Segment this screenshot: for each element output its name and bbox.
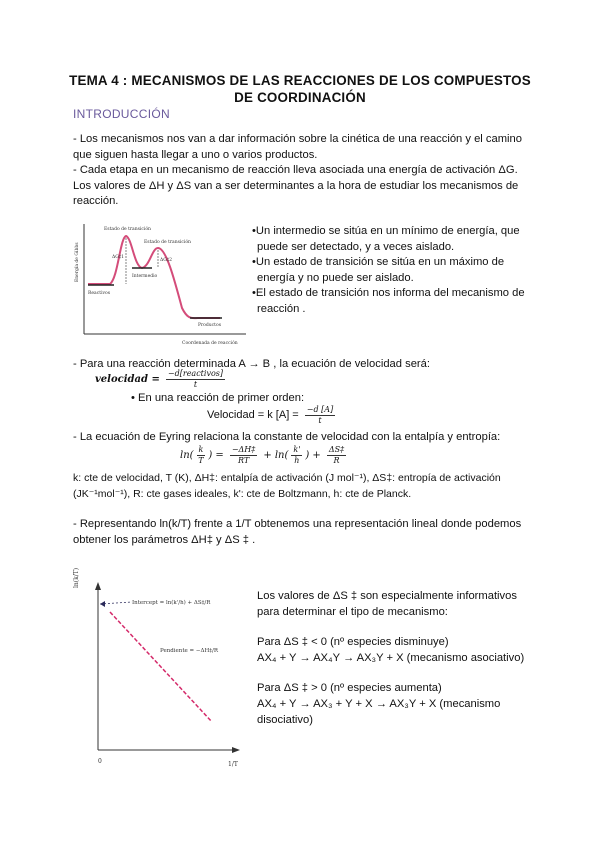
bullet-line: •Un estado de transición se sitúa en un máximo de (252, 256, 505, 269)
plot-y-arrow (95, 582, 101, 590)
k-over-t (197, 445, 206, 465)
ts2-label: Estado de transición (144, 240, 191, 245)
eyring-plot (70, 560, 245, 775)
plot-y-label: ln(k/T) (73, 567, 80, 588)
bullet-line: •El estado de transición nos informa del mecanismo de (252, 287, 525, 300)
eyring-intro: - La ecuación de Eyring relaciona la constante de velocidad con la entalpía y entropía: (73, 431, 501, 443)
entropy-term (327, 445, 346, 465)
entropy-line: para determinar el tipo de mecanismo: (257, 605, 448, 618)
entropy-den: R (333, 456, 340, 465)
boltzmann-den: h (294, 456, 300, 465)
boltzmann-term (291, 445, 302, 465)
intercept-arrowhead (100, 601, 105, 607)
enthalpy-term (230, 445, 257, 465)
y-axis-label: Energía de Gibbs (75, 242, 80, 282)
rate-fraction (166, 369, 225, 389)
eyring-ln-2: ln (274, 449, 285, 461)
enthalpy-den: RT (237, 456, 250, 465)
represent-paragraph (73, 517, 533, 548)
entropy-pos-eq: disociativo) (257, 713, 313, 726)
rate-equation (95, 369, 228, 389)
eyring-ln: ln (180, 449, 190, 461)
slope-label: Pendiente = −ΔH‡/R (160, 648, 219, 654)
first-order-denominator: t (318, 416, 322, 425)
first-order-numerator: −d [A] (306, 405, 334, 414)
dg2-label: ΔG‡2 (160, 258, 172, 263)
k-over-t-den: T (198, 456, 204, 465)
bullet-line: puede ser detectado, y a veces aislado. (257, 240, 455, 253)
regression-line (110, 612, 212, 722)
title-line-2: DE COORDINACIÓN (234, 90, 366, 105)
entropy-pos: Para ΔS ‡ > 0 (nº especies aumenta) (257, 682, 442, 695)
page-title (40, 72, 560, 106)
entropy-pos-eq: AX₄ + Y → AX₃ + Y + X → AX₃Y + X (mecanismo (257, 697, 501, 710)
intro-line: - Los mecanismos nos van a dar información sobre la cinética de una reacción y el camino (73, 133, 522, 145)
title-line-1: TEMA 4 : MECANISMOS DE LAS REACCIONES DE LOS COMPUESTOS (69, 73, 531, 88)
entropy-neg: Para ΔS ‡ < 0 (nº especies disminuye) (257, 636, 449, 649)
boltzmann-num: k' (293, 445, 301, 454)
eyring-legend (73, 471, 543, 502)
energy-diagram (70, 218, 250, 348)
x-axis-label: Coordenada de reacción (182, 341, 238, 346)
bullet-line: reacción . (257, 302, 306, 315)
rate-numerator: −d[reactivos] (167, 369, 224, 378)
legend-line: k: cte de velocidad, T (K), ΔH‡: entalpía de activación (J mol⁻¹), ΔS‡: entropía de activación (73, 472, 501, 484)
products-label: Productos (198, 323, 222, 328)
intro-line: Los valores de ΔH y ΔS van a ser determinantes a la hora de estudiar los mecanismos de (73, 179, 519, 192)
plot-x-arrow (232, 747, 240, 753)
reactants-label: Reactivos (88, 291, 111, 296)
legend-line: (JK⁻¹mol⁻¹), R: cte gases ideales, k': cte de Boltzmann, h: cte de Planck. (73, 487, 412, 500)
enthalpy-num: −ΔH‡ (231, 445, 256, 454)
eyring-equals: = (215, 449, 224, 461)
bullet-line: energía y no puede ser aislado. (257, 271, 414, 284)
represent-line: obtener los parámetros ΔH‡ y ΔS ‡ . (73, 533, 256, 546)
first-order-equation (207, 405, 338, 425)
first-order-fraction (305, 405, 335, 425)
intro-line: reacción. (73, 195, 119, 208)
intermediate-label: Intermedio (132, 274, 158, 279)
intro-line: que siguen hasta llegar a uno o varios productos. (73, 148, 318, 161)
ts1-label: Estado de transición (104, 227, 151, 232)
eyring-equation: ln( $\frac{k}{T}$ ) = $\frac{-\Delta H\ddagger}{RT}$ + ln( $\frac{k'}{h}$ ) + $\frac{\Delta S\ddagger}{R}$ (180, 445, 345, 465)
dg1-label: ΔG‡1 (112, 255, 124, 260)
intro-line: - Cada etapa en un mecanismo de reacción lleva asociada una energía de activación ΔG. (73, 164, 518, 177)
plot-x-label: 1/T (228, 761, 238, 768)
first-order-lhs: Velocidad = k [A] = (207, 408, 299, 421)
entropy-line: Los valores de ΔS ‡ son especialmente informativos (257, 590, 517, 602)
represent-line: - Representando ln(k/T) frente a 1/T obtenemos una representación lineal donde podemos (73, 518, 522, 530)
eyring-plus: + (263, 449, 272, 461)
rate-denominator: t (193, 380, 198, 389)
k-over-t-num: k (198, 445, 204, 454)
entropy-num: ΔS‡ (328, 445, 345, 454)
bullet-line: •Un intermedio se sitúa en un mínimo de energía, que (252, 225, 520, 237)
intro-paragraph (73, 132, 533, 210)
intercept-label: Intercept = ln(k'/h) + ΔS‡/R (132, 600, 211, 606)
eyring-plus-2: + (312, 449, 321, 461)
plot-origin: 0 (98, 758, 102, 765)
rate-intro: - Para una reacción determinada A → B , la ecuación de velocidad será: (73, 358, 430, 370)
bullet-list (252, 224, 542, 318)
rate-lhs: velocidad = (95, 373, 160, 385)
entropy-neg-eq: AX₄ + Y → AX₄Y → AX₃Y + X (mecanismo asociativo) (257, 651, 525, 664)
entropy-text (257, 589, 547, 728)
first-order-heading: • En una reacción de primer orden: (131, 392, 305, 404)
section-heading: INTRODUCCIÓN (73, 107, 170, 121)
